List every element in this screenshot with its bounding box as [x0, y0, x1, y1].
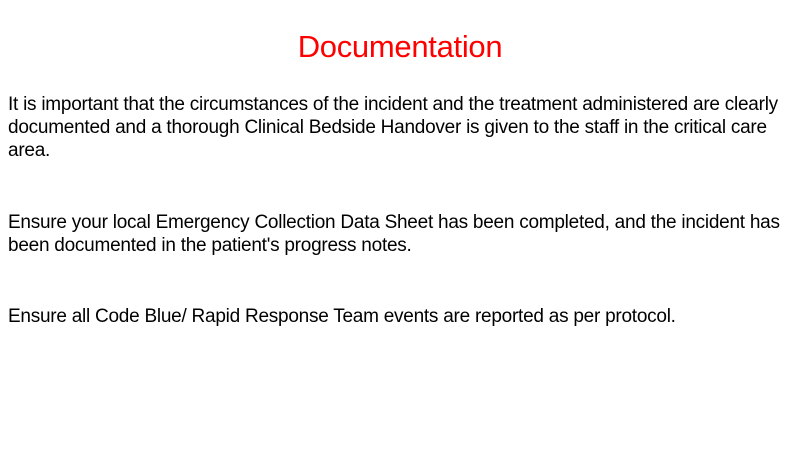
- paragraph-documentation-importance: It is important that the circumstances of the incident and the treatment administered are clearly documented and a thorough Clinical Bedside Handover is given to the staff in the critical care area.: [8, 94, 778, 161]
- slide-title: Documentation: [297, 29, 503, 64]
- paragraph-data-sheet: Ensure your local Emergency Collection Data Sheet has been completed, and the incident has been documented in the patient's progress notes.: [8, 212, 780, 256]
- paragraph-reporting-protocol: Ensure all Code Blue/ Rapid Response Team events are reported as per protocol.: [8, 306, 676, 327]
